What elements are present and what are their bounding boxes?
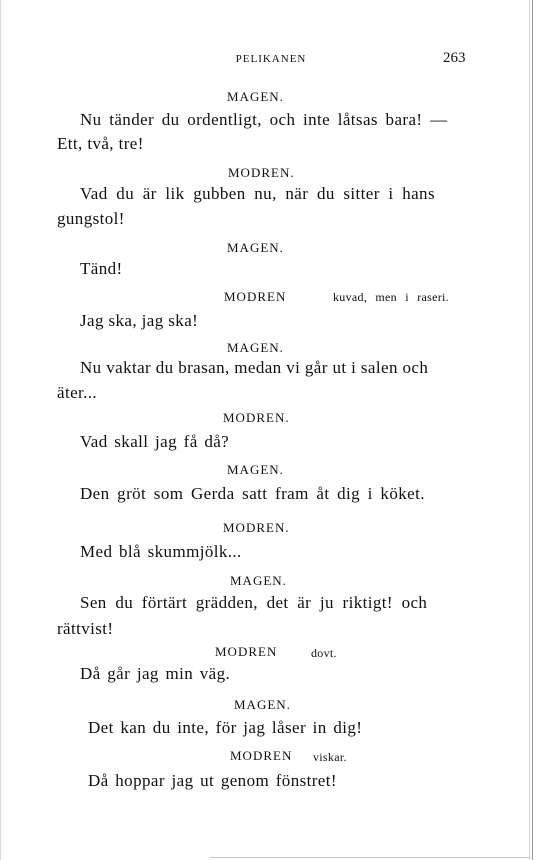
stage-direction: kuvad, men i raseri. xyxy=(333,290,449,304)
speaker-name: MAGEN. xyxy=(234,697,291,712)
dialogue-line: Det kan du inte, för jag låser in dig! xyxy=(88,718,363,737)
stage-direction: dovt. xyxy=(311,646,337,660)
page-right-edge xyxy=(532,0,533,860)
dialogue-line: Ett, två, tre! xyxy=(57,134,144,153)
speaker-name: MODREN xyxy=(215,644,278,659)
dialogue-line: Nu tänder du ordentligt, och inte låtsas bara! — xyxy=(80,110,448,129)
dialogue-line: Den gröt som Gerda satt fram åt dig i köket. xyxy=(80,484,425,503)
dialogue-line: Då går jag min väg. xyxy=(80,664,231,683)
dialogue-line: Tänd! xyxy=(80,259,123,278)
speaker-name: MODREN. xyxy=(228,165,295,180)
page-bottom-edge xyxy=(210,857,530,858)
dialogue-line: rättvist! xyxy=(57,619,114,638)
dialogue-line: gungstol! xyxy=(57,209,125,228)
dialogue-line: Då hoppar jag ut genom fönstret! xyxy=(88,771,337,790)
dialogue-line: Nu vaktar du brasan, medan vi går ut i salen och xyxy=(80,358,429,377)
speaker-name: MODREN xyxy=(230,748,293,763)
stage-direction: viskar. xyxy=(313,750,347,764)
dialogue-line: Sen du förtärt grädden, det är ju riktigt! och xyxy=(80,593,428,612)
speaker-name: MAGEN. xyxy=(227,340,284,355)
dialogue-line: Vad skall jag få då? xyxy=(80,432,230,451)
page-number: 263 xyxy=(443,50,466,66)
dialogue-line: Vad du är lik gubben nu, när du sitter i hans xyxy=(80,184,435,203)
page-gutter-line xyxy=(529,0,530,860)
speaker-name: MAGEN. xyxy=(230,573,287,588)
speaker-name: MAGEN. xyxy=(227,462,284,477)
dialogue-line: Med blå skummjölk... xyxy=(80,542,242,561)
page-left-edge xyxy=(0,0,1,860)
speaker-name: MODREN xyxy=(224,289,287,304)
speaker-name: MAGEN. xyxy=(227,89,284,104)
dialogue-line: äter... xyxy=(57,383,98,402)
speaker-name: MODREN. xyxy=(223,520,290,535)
dialogue-line: Jag ska, jag ska! xyxy=(80,311,199,330)
speaker-name: MODREN. xyxy=(223,410,290,425)
running-title: PELIKANEN xyxy=(235,53,307,65)
speaker-name: MAGEN. xyxy=(227,240,284,255)
